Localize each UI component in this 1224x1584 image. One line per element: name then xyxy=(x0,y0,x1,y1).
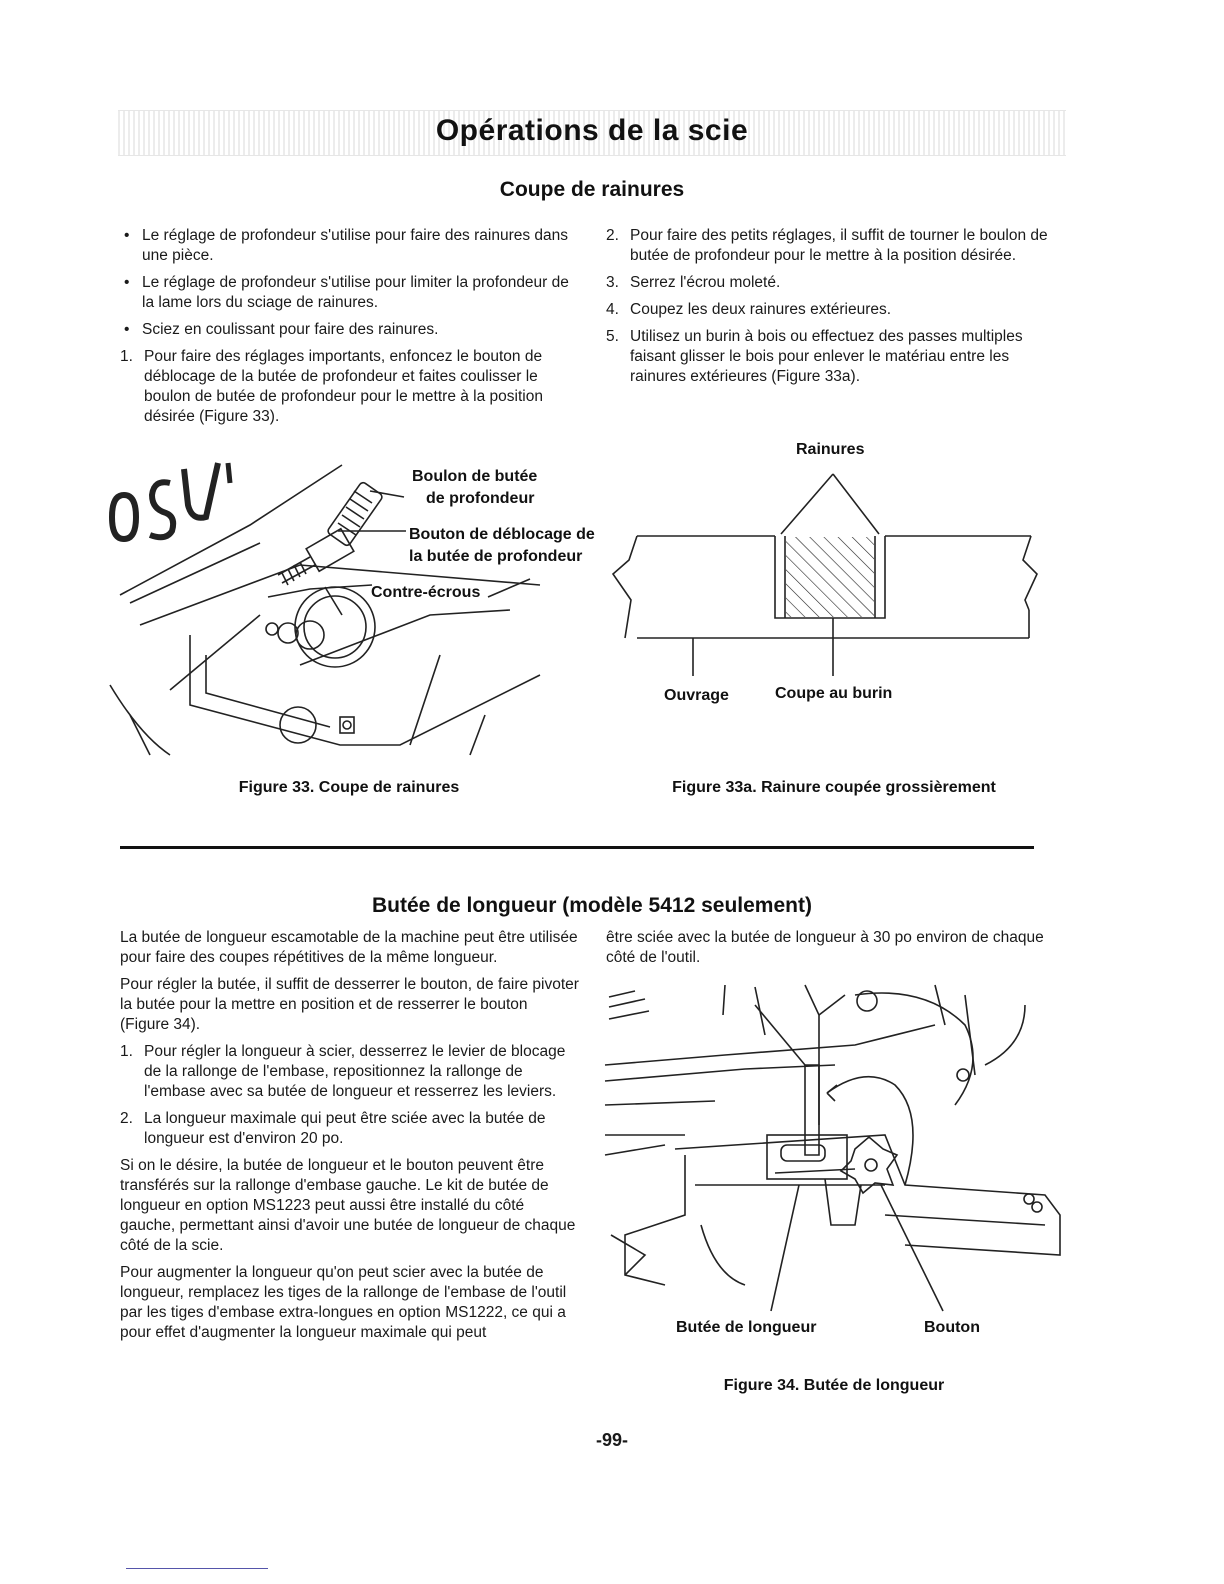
step-item: 1. Pour faire des réglages importants, enfoncez le bouton de déblocage de la butée de profondeur et faites coulisser le boulon de butée de profondeur pour le mettre à la position désirée (Figure 33). xyxy=(120,348,543,425)
section-title-rainures: Coupe de rainures xyxy=(499,178,685,201)
figure-33-label-contre-ecrous: Contre-écrous xyxy=(371,584,481,601)
figure-34-label-bouton: Bouton xyxy=(924,1319,980,1336)
figure-34-drawing xyxy=(605,985,1060,1315)
figure-33a-label-rainures: Rainures xyxy=(796,441,865,458)
figure-33a-drawing xyxy=(605,460,1055,680)
bullet-item: • Sciez en coulissant pour faire des rainures. xyxy=(124,321,439,338)
section-title-butee-longueur: Butée de longueur (modèle 5412 seulement) xyxy=(372,894,812,917)
figure-33a-caption: Figure 33a. Rainure coupée grossièrement xyxy=(672,779,996,796)
paragraph: Pour augmenter la longueur qu'on peut scier avec la butée de longueur, remplacez les tiges de la rallonge de l'embase de l'outil par les tiges d'embase extra-longues en option MS1222, ce qui a pour effet d'augmenter la longueur maximale qui peut xyxy=(120,1264,567,1341)
bottom-rule xyxy=(126,1568,268,1569)
figure-33a-label-coupe: Coupe au burin xyxy=(775,685,893,702)
figure-33-label-bouton-2: la butée de profondeur xyxy=(409,548,583,565)
figure-33-caption: Figure 33. Coupe de rainures xyxy=(238,779,460,796)
figure-34-label-butee: Butée de longueur xyxy=(676,1319,817,1336)
section1-right-column xyxy=(606,226,1062,394)
paragraph: être sciée avec la butée de longueur à 30 po environ de chaque côté de l'outil. xyxy=(606,929,1044,966)
paragraph: Pour régler la butée, il suffit de desserrer le bouton, de faire pivoter la butée pour la mettre en position et de resserrer le bouton (Figure 34). xyxy=(120,976,579,1033)
figure-33-label-bouton-1: Bouton de déblocage de xyxy=(409,526,595,543)
step-item: 3. Serrez l'écrou moleté. xyxy=(606,274,781,291)
section2-left-column xyxy=(120,928,580,1350)
bullet-item: • Le réglage de profondeur s'utilise pour faire des rainures dans une pièce. xyxy=(124,227,569,264)
page-number: -99- xyxy=(595,1430,628,1450)
step-item: 1. Pour régler la longueur à scier, desserrez le levier de blocage de la rallonge de l'embase, repositionnez la rallonge de l'embase avec sa butée de longueur et resserrez les leviers. xyxy=(120,1043,566,1100)
page-header-title: Opérations de la scie xyxy=(435,114,749,147)
figure-33-label-boulon-2: de profondeur xyxy=(426,490,535,507)
step-item: 2. La longueur maximale qui peut être sciée avec la butée de longueur est d'environ 20 po. xyxy=(120,1110,546,1147)
section2-right-column xyxy=(606,928,1062,975)
paragraph: Si on le désire, la butée de longueur et le bouton peuvent être transférés sur la rallonge d'embase gauche. Le kit de butée de longueur en option MS1223 peut aussi être installé du côté gauche, permettant ainsi d'avoir une butée de longueur de chaque côté de la scie. xyxy=(120,1157,576,1254)
step-item: 2. Pour faire des petits réglages, il suffit de tourner le boulon de butée de profondeur pour le mettre à la position désirée. xyxy=(606,227,1048,264)
section1-left-column xyxy=(120,226,578,434)
figure-33-label-boulon-1: Boulon de butée xyxy=(412,468,538,485)
figure-33a-label-ouvrage: Ouvrage xyxy=(664,687,729,704)
paragraph: La butée de longueur escamotable de la machine peut être utilisée pour faire des coupes répétitives de la même longueur. xyxy=(120,929,578,966)
figure-34-caption: Figure 34. Butée de longueur xyxy=(723,1377,945,1394)
step-item: 5. Utilisez un burin à bois ou effectuez des passes multiples faisant glisser le bois pour enlever le matériau entre les rainures extérieures (Figure 33a). xyxy=(606,328,1023,385)
step-item: 4. Coupez les deux rainures extérieures. xyxy=(606,301,892,318)
bullet-item: • Le réglage de profondeur s'utilise pour limiter la profondeur de la lame lors du sciage de rainures. xyxy=(124,274,569,311)
section-divider xyxy=(120,846,1034,849)
